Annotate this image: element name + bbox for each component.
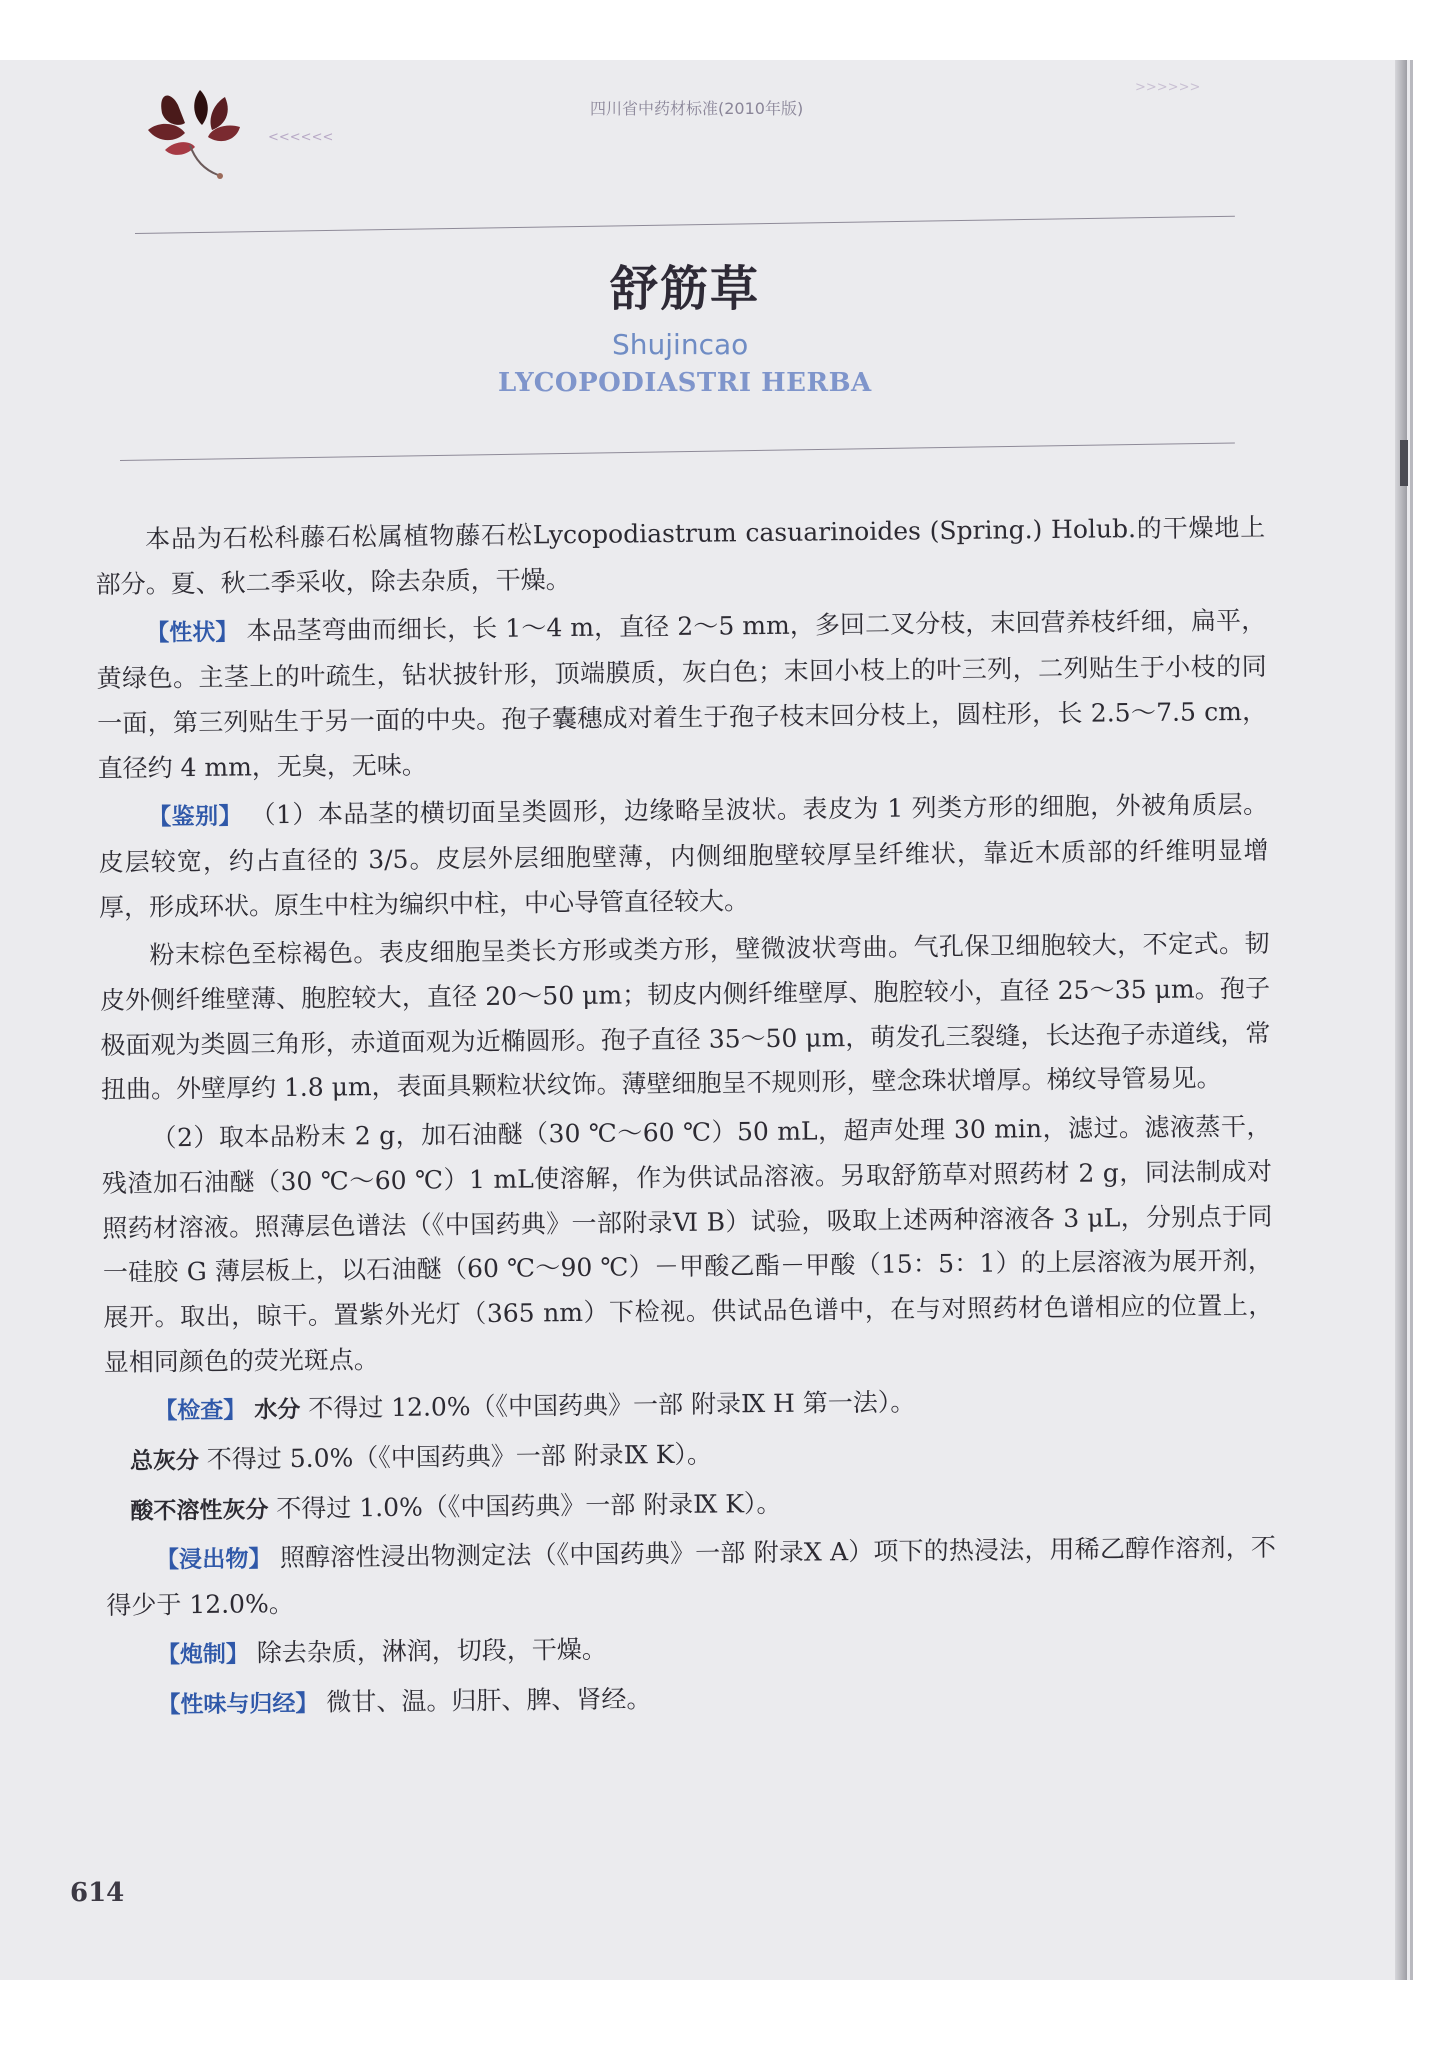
jianbie-powder-paragraph: 粉末棕色至棕褐色。表皮细胞呈类长方形或类方形，壁微波状弯曲。气孔保卫细胞较大，不定式。韧皮外侧纤维壁薄、胞腔较大，直径 20～50 μm；韧皮内侧纤维壁厚、胞腔较小，直径 25～35 μm。孢子极面观为类圆三角形，赤道面观为近椭圆形。孢子直径 35～50 μm，萌发孔三裂缝，长达孢子赤道线，常扭曲。外壁厚约 1.8 μm，表面具颗粒状纹饰。薄壁细胞呈不规则形，壁念珠状增厚。梯纹导管易见。	[99, 929, 1271, 1105]
running-header-title: 四川省中药材标准(2010年版)	[590, 99, 804, 118]
shuifen-text: 不得过 12.0%（《中国药典》一部 附录Ⅸ H 第一法）。	[308, 1387, 916, 1424]
jinchuwu-text: 照醇溶性浸出物测定法（《中国药典》一部 附录Ⅹ A）项下的热浸法，用稀乙醇作溶剂，不得少于 12.0%。	[106, 1533, 1277, 1621]
leaf-logo-icon	[140, 85, 260, 190]
intro-paragraph: 本品为石松科藤石松属植物藤石松Lycopodiastrum casuarinoides (Spring.) Holub.的干燥地上部分。夏、秋二季采收，除去杂质，干燥。	[95, 512, 1266, 599]
suanhuifen-paragraph	[105, 1476, 1275, 1534]
section-label-paozhi: 【炮制】	[156, 1641, 250, 1669]
jiancha-paragraph	[104, 1377, 1274, 1435]
monograph-body	[95, 506, 1278, 1732]
header-arrows-left: <<<<<<	[268, 130, 334, 145]
page-number: 614	[70, 1878, 125, 1908]
xingzhuang-paragraph	[96, 599, 1268, 791]
section-label-xingzhuang: 【性状】	[146, 619, 239, 647]
paozhi-text: 除去杂质，淋润，切段，干燥。	[256, 1634, 607, 1668]
zonghuifen-text: 不得过 5.0%（《中国药典》一部 附录Ⅸ K）。	[206, 1439, 713, 1474]
monograph-latin-name: LYCOPODIASTRI HERBA	[498, 368, 872, 398]
suanhuifen-text: 不得过 1.0%（《中国药典》一部 附录Ⅸ K）。	[276, 1488, 782, 1523]
zonghuifen-paragraph	[105, 1427, 1275, 1485]
section-label-jianbie: 【鉴别】	[148, 803, 243, 831]
jianbie-2-paragraph: （2）取本品粉末 2 g，加石油醚（30 ℃～60 ℃）50 mL，超声处理 30 min，滤过。滤液蒸干，残渣加石油醚（30 ℃～60 ℃）1 mL使溶解，作为供试品溶液。另取舒筋草对照药材 2 g，同法制成对照药材溶液。照薄层色谱法（《中国药典》一部附录Ⅵ B）试验，吸取上述两种溶液各 3 μL，分别点于同一硅胶 G 薄层板上，以石油醚（60 ℃～90 ℃）－甲酸乙酯－甲酸（15：5：1）的上层溶液为展开剂，展开。取出，晾干。置紫外光灯（365 nm）下检视。供试品色谱中，在与对照药材色谱相应的位置上，显相同颜色的荧光斑点。	[101, 1111, 1274, 1377]
section-label-xingwei: 【性味与归经】	[157, 1690, 319, 1718]
xingwei-paragraph	[107, 1670, 1277, 1728]
section-label-jinchuwu: 【浸出物】	[155, 1546, 272, 1574]
jianbie-1-text: （1）本品茎的横切面呈类圆形，边缘略呈波状。表皮为 1 列类方形的细胞，外被角质层。皮层较宽，约占直径的 3/5。皮层外层细胞壁薄，内侧细胞壁较厚呈纤维状，靠近木质部的纤维明显增厚，形成环状。原生中柱为编织中柱，中心导管直径较大。	[98, 789, 1269, 922]
suanhuifen-label: 酸不溶性灰分	[130, 1497, 269, 1525]
page-edge-shadow	[1395, 60, 1407, 1980]
shuifen-label: 水分	[254, 1397, 301, 1424]
monograph-title: 舒筋草	[610, 261, 761, 317]
xingwei-text: 微甘、温。归肝、脾、肾经。	[326, 1683, 652, 1717]
section-label-jiancha: 【检查】	[154, 1397, 247, 1425]
jianbie-paragraph	[98, 783, 1269, 930]
jinchuwu-paragraph	[106, 1526, 1277, 1629]
page-edge-mark	[1400, 440, 1408, 486]
xingzhuang-text: 本品茎弯曲而细长，长 1～4 m，直径 2～5 mm，多回二叉分枝，末回营养枝纤细，扁平，黄绿色。主茎上的叶疏生，钻状披针形，顶端膜质，灰白色；末回小枝上的叶三列，二列贴生于小枝的同一面，第三列贴生于另一面的中央。孢子囊穗成对着生于孢子枝末回分枝上，圆柱形，长 2.5～7.5 cm，直径约 4 mm，无臭，无味。	[96, 606, 1268, 783]
monograph-pinyin: Shujincao	[612, 328, 749, 361]
header-arrows-right: >>>>>>	[1135, 80, 1201, 95]
zonghuifen-label: 总灰分	[129, 1448, 200, 1475]
paozhi-paragraph	[107, 1621, 1277, 1679]
